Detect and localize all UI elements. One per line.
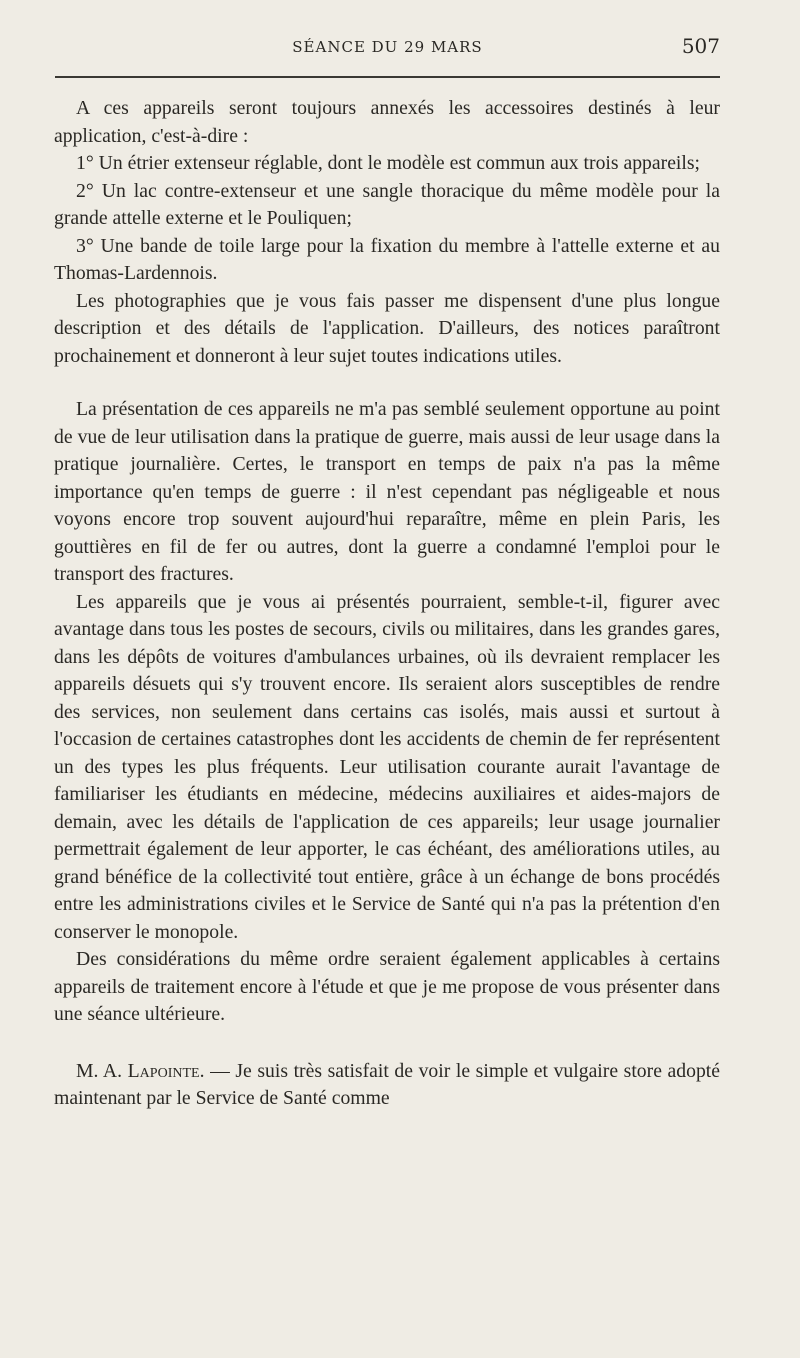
- paragraph-photographs: Les photographies que je vous fais passer me dispensent d'une plus longue description et des détails de l'application. D'ailleurs, des notices paraîtront prochainement et donneront à leur sujet toutes indications utiles.: [54, 289, 720, 367]
- paragraph-appareils: Les appareils que je vous ai présentés pourraient, semble-t-il, figurer avec avantage dans tous les postes de secours, civils ou militaires, dans les grandes gares, dans les dépôts de voitures d'ambulances urbaines, où ils devraient remplacer les appareils désuets qui s'y trouvent encore. Ils seraient alors susceptibles de rendre des services, non seulement dans certains cas isolés, mais aussi et surtout à l'occasion de certaines catastrophes dont les accidents de chemin de fer représentent un des types les plus fréquents. Leur utilisation courante aurait l'avantage de familiariser les étudiants en médecine, médecins auxiliaires et aides-majors de demain, avec les détails de l'application de ces appareils; leur usage journalier permettrait également de leur apporter, le cas échéant, des améliorations utiles, au grand bénéfice de la collectivité tout entière, grâce à un échange de bons procédés entre les administrations civiles et le Service de Santé qui n'a pas la prétention d'en conserver le monopole.: [54, 590, 720, 943]
- paragraph-considerations: Des considérations du même ordre seraient également applicables à certains appareils de traitement encore à l'étude et que je me propose de vous présenter dans une séance ultérieure.: [54, 948, 720, 1025]
- running-header: [55, 34, 720, 64]
- paragraph-item-1: 1° Un étrier extenseur réglable, dont le modèle est commun aux trois appareils;: [76, 152, 701, 174]
- running-title: SÉANCE DU 29 MARS: [292, 38, 483, 56]
- paragraph-item-3: 3° Une bande de toile large pour la fixation du membre à l'attelle externe et au Thomas-Lardennois.: [54, 234, 720, 284]
- paragraph-lapointe: [54, 1058, 720, 1113]
- paragraph-accessories: A ces appareils seront toujours annexés les accessoires destinés à leur application, c'est-à-dire :: [54, 97, 720, 147]
- speaker-text: — Je suis très satisfait de voir le simple et vulgaire store adopté maintenant par le Service de Santé comme: [54, 1059, 720, 1109]
- paragraph-item-2: 2° Un lac contre-extenseur et une sangle thoracique du même modèle pour la grande attelle externe et le Pouliquen;: [54, 179, 720, 229]
- page-body: [54, 95, 720, 1113]
- paragraph-presentation: La présentation de ces appareils ne m'a pas semblé seulement opportune au point de vue de leur utilisation dans la pratique de guerre, mais aussi de leur usage dans la pratique journalière. Certes, le transport en temps de paix n'a pas la même importance qu'en temps de guerre : il n'est cependant pas négligeable et nous voyons encore trop souvent aujourd'hui reparaître, même en plein Paris, les gouttières en fil de fer ou autres, dont la guerre a condamné l'emploi pour le transport des fractures.: [54, 398, 720, 585]
- header-rule: [55, 76, 720, 78]
- page-number: 507: [681, 34, 720, 58]
- speaker-name: M. A. Lapointe.: [76, 1059, 205, 1082]
